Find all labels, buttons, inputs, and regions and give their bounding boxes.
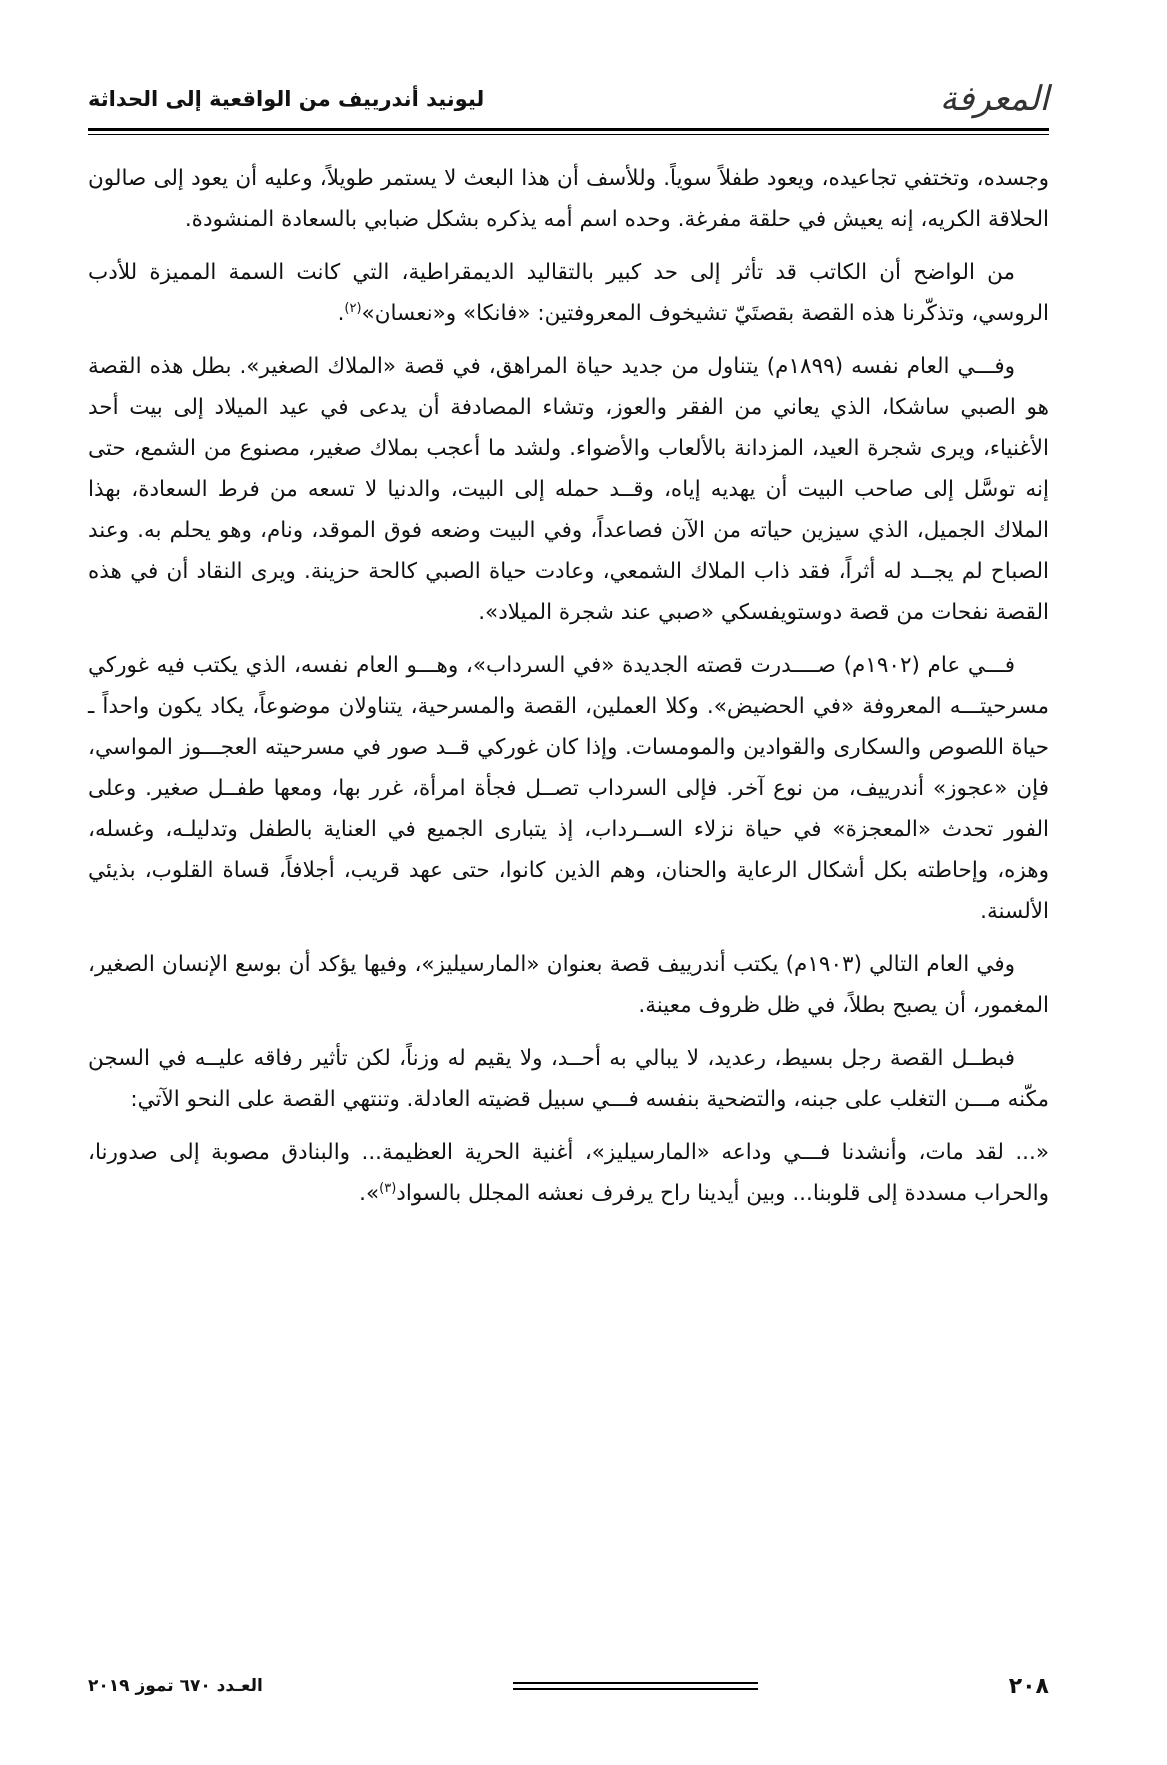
running-title: ليونيد أندرييف من الواقعية إلى الحداثة xyxy=(88,87,485,111)
header-rule-thin xyxy=(88,134,1049,135)
paragraph-5: وفي العام التالي (١٩٠٣م) يكتب أندرييف قصة بعنوان «المارسيليز»، وفيها يؤكد أن بوسع الإنسان الصغير، المغمور، أن يصبح بطلاً، في ظل ظروف معينة. xyxy=(88,952,1049,1018)
paragraph-6: فبطــل القصة رجل بسيط، رعديد، لا يبالي به أحــد، ولا يقيم له وزناً، لكن تأثير رفاقه عليــه في السجن مكّنه مـــن التغلب على جبنه، والتضحية بنفسه فـــي سبيل قضيته العادلة. وتنتهي القصة على النحو الآتي: xyxy=(88,1046,1049,1112)
page-header xyxy=(88,78,1049,120)
paragraph-2: من الواضح أن الكاتب قد تأثر إلى حد كبير بالتقاليد الديمقراطية، التي كانت السمة المميزة للأدب الروسي، وتذكّرنا هذه القصة بقصتَيّ تشيخوف المعروفتين: «فانكا» و«نعسان»$^{(٢)}$. xyxy=(88,260,1049,326)
article-body xyxy=(88,158,1049,1226)
footnote-ref-3: (٣) xyxy=(379,1180,397,1196)
paragraph-2-text: من الواضح أن الكاتب قد تأثر إلى حد كبير بالتقاليد الديمقراطية، التي كانت السمة المميزة للأدب الروسي، وتذكّرنا هذه القصة بقصتَيّ تشيخوف المعروفتين: «فانكا» و«نعسان» xyxy=(88,260,1049,326)
paragraph-1: وجسده، وتختفي تجاعيده، ويعود طفلاً سوياً. وللأسف أن هذا البعث لا يستمر طويلاً، وعليه أن يعود إلى صالون الحلاقة الكريه، إنه يعيش في حلقة مفرغة. وحده اسم أمه يذكره بشكل ضبابي بالسعادة المنشودة. xyxy=(88,166,1049,232)
issue-info: العـدد ٦٧٠ تموز ٢٠١٩ xyxy=(88,1676,263,1696)
paragraph-4: فـــي عام (١٩٠٢م) صــــدرت قصته الجديدة «في السرداب»، وهـــو العام نفسه، الذي يكتب فيه غوركي مسرحيتـــه المعروفة «في الحضيض». وكلا العملين، القصة والمسرحية، يتناولان موضوعاً، يكاد يكون واحداً ـ حياة اللصوص والسكارى والقوادين والمومسات. وإذا كان غوركي قــد صور في مسرحيته العجـــوز المواسي، فإن «عجوز» أندرييف، من نوع آخر. فإلى السرداب تصــل فجأة امرأة، غرر بها، ومعها طفــل صغير. وعلى الفور تحدث «المعجزة» في حياة نزلاء الســرداب، إذ يتبارى الجميع في العناية بالطفل وتدليلـه، وغسله، وهزه، وإحاطته بكل أشكال الرعاية والحنان، وهم الذين كانوا، حتى عهد قريب، أجلافاً، قساة القلوب، بذيئي الألسنة. xyxy=(88,653,1049,924)
page-footer xyxy=(88,1668,1049,1704)
magazine-logo: المعرفة xyxy=(939,79,1049,119)
footer-rules xyxy=(513,1682,758,1690)
paragraph-3: وفـــي العام نفسه (١٨٩٩م) يتناول من جديد حياة المراهق، في قصة «الملاك الصغير». بطل هذه القصة هو الصبي ساشكا، الذي يعاني من الفقر والعوز، وتشاء المصادفة أن يدعى في عيد الميلاد إلى بيت أحد الأغنياء، ويرى شجرة العيد، المزدانة بالألعاب والأضواء. ولشد ما أعجب بملاك صغير، مصنوع من الشمع، حتى إنه توسَّل إلى صاحب البيت أن يهديه إياه، وقــد حمله إلى البيت، والدنيا لا تسعه من فرط السعادة، بهذا الملاك الجميل، الذي سيزين حياته من الآن فصاعداً، وفي البيت وضعه فوق الموقد، ونام، وهو يحلم به. وعند الصباح لم يجــد له أثراً، فقد ذاب الملاك الشمعي، وعادت حياة الصبي كالحة حزينة. ويرى النقاد أن في هذه القصة نفحات من قصة دوستويفسكي «صبي عند شجرة الميلاد». xyxy=(88,354,1049,625)
footnote-ref-2: (٢) xyxy=(344,300,362,316)
quote-paragraph: «... لقد مات، وأنشدنا فـــي وداعه «المارسيليز»، أغنية الحرية العظيمة... والبنادق مصوبة إلى صدورنا، والحراب مسددة إلى قلوبنا... وبين أيدينا راح يرفرف نعشه المجلل بالسواد$^{(٣)}$». xyxy=(88,1140,1049,1206)
header-rule xyxy=(88,128,1049,131)
page-number: ٢٠٨ xyxy=(1008,1673,1049,1699)
footer-rule-bottom xyxy=(513,1688,758,1690)
quote-text: «... لقد مات، وأنشدنا فـــي وداعه «المارسيليز»، أغنية الحرية العظيمة... والبنادق مصوبة إلى صدورنا، والحراب مسددة إلى قلوبنا... وبين أيدينا راح يرفرف نعشه المجلل بالسواد xyxy=(88,1140,1049,1206)
footer-rule-top xyxy=(513,1682,758,1684)
